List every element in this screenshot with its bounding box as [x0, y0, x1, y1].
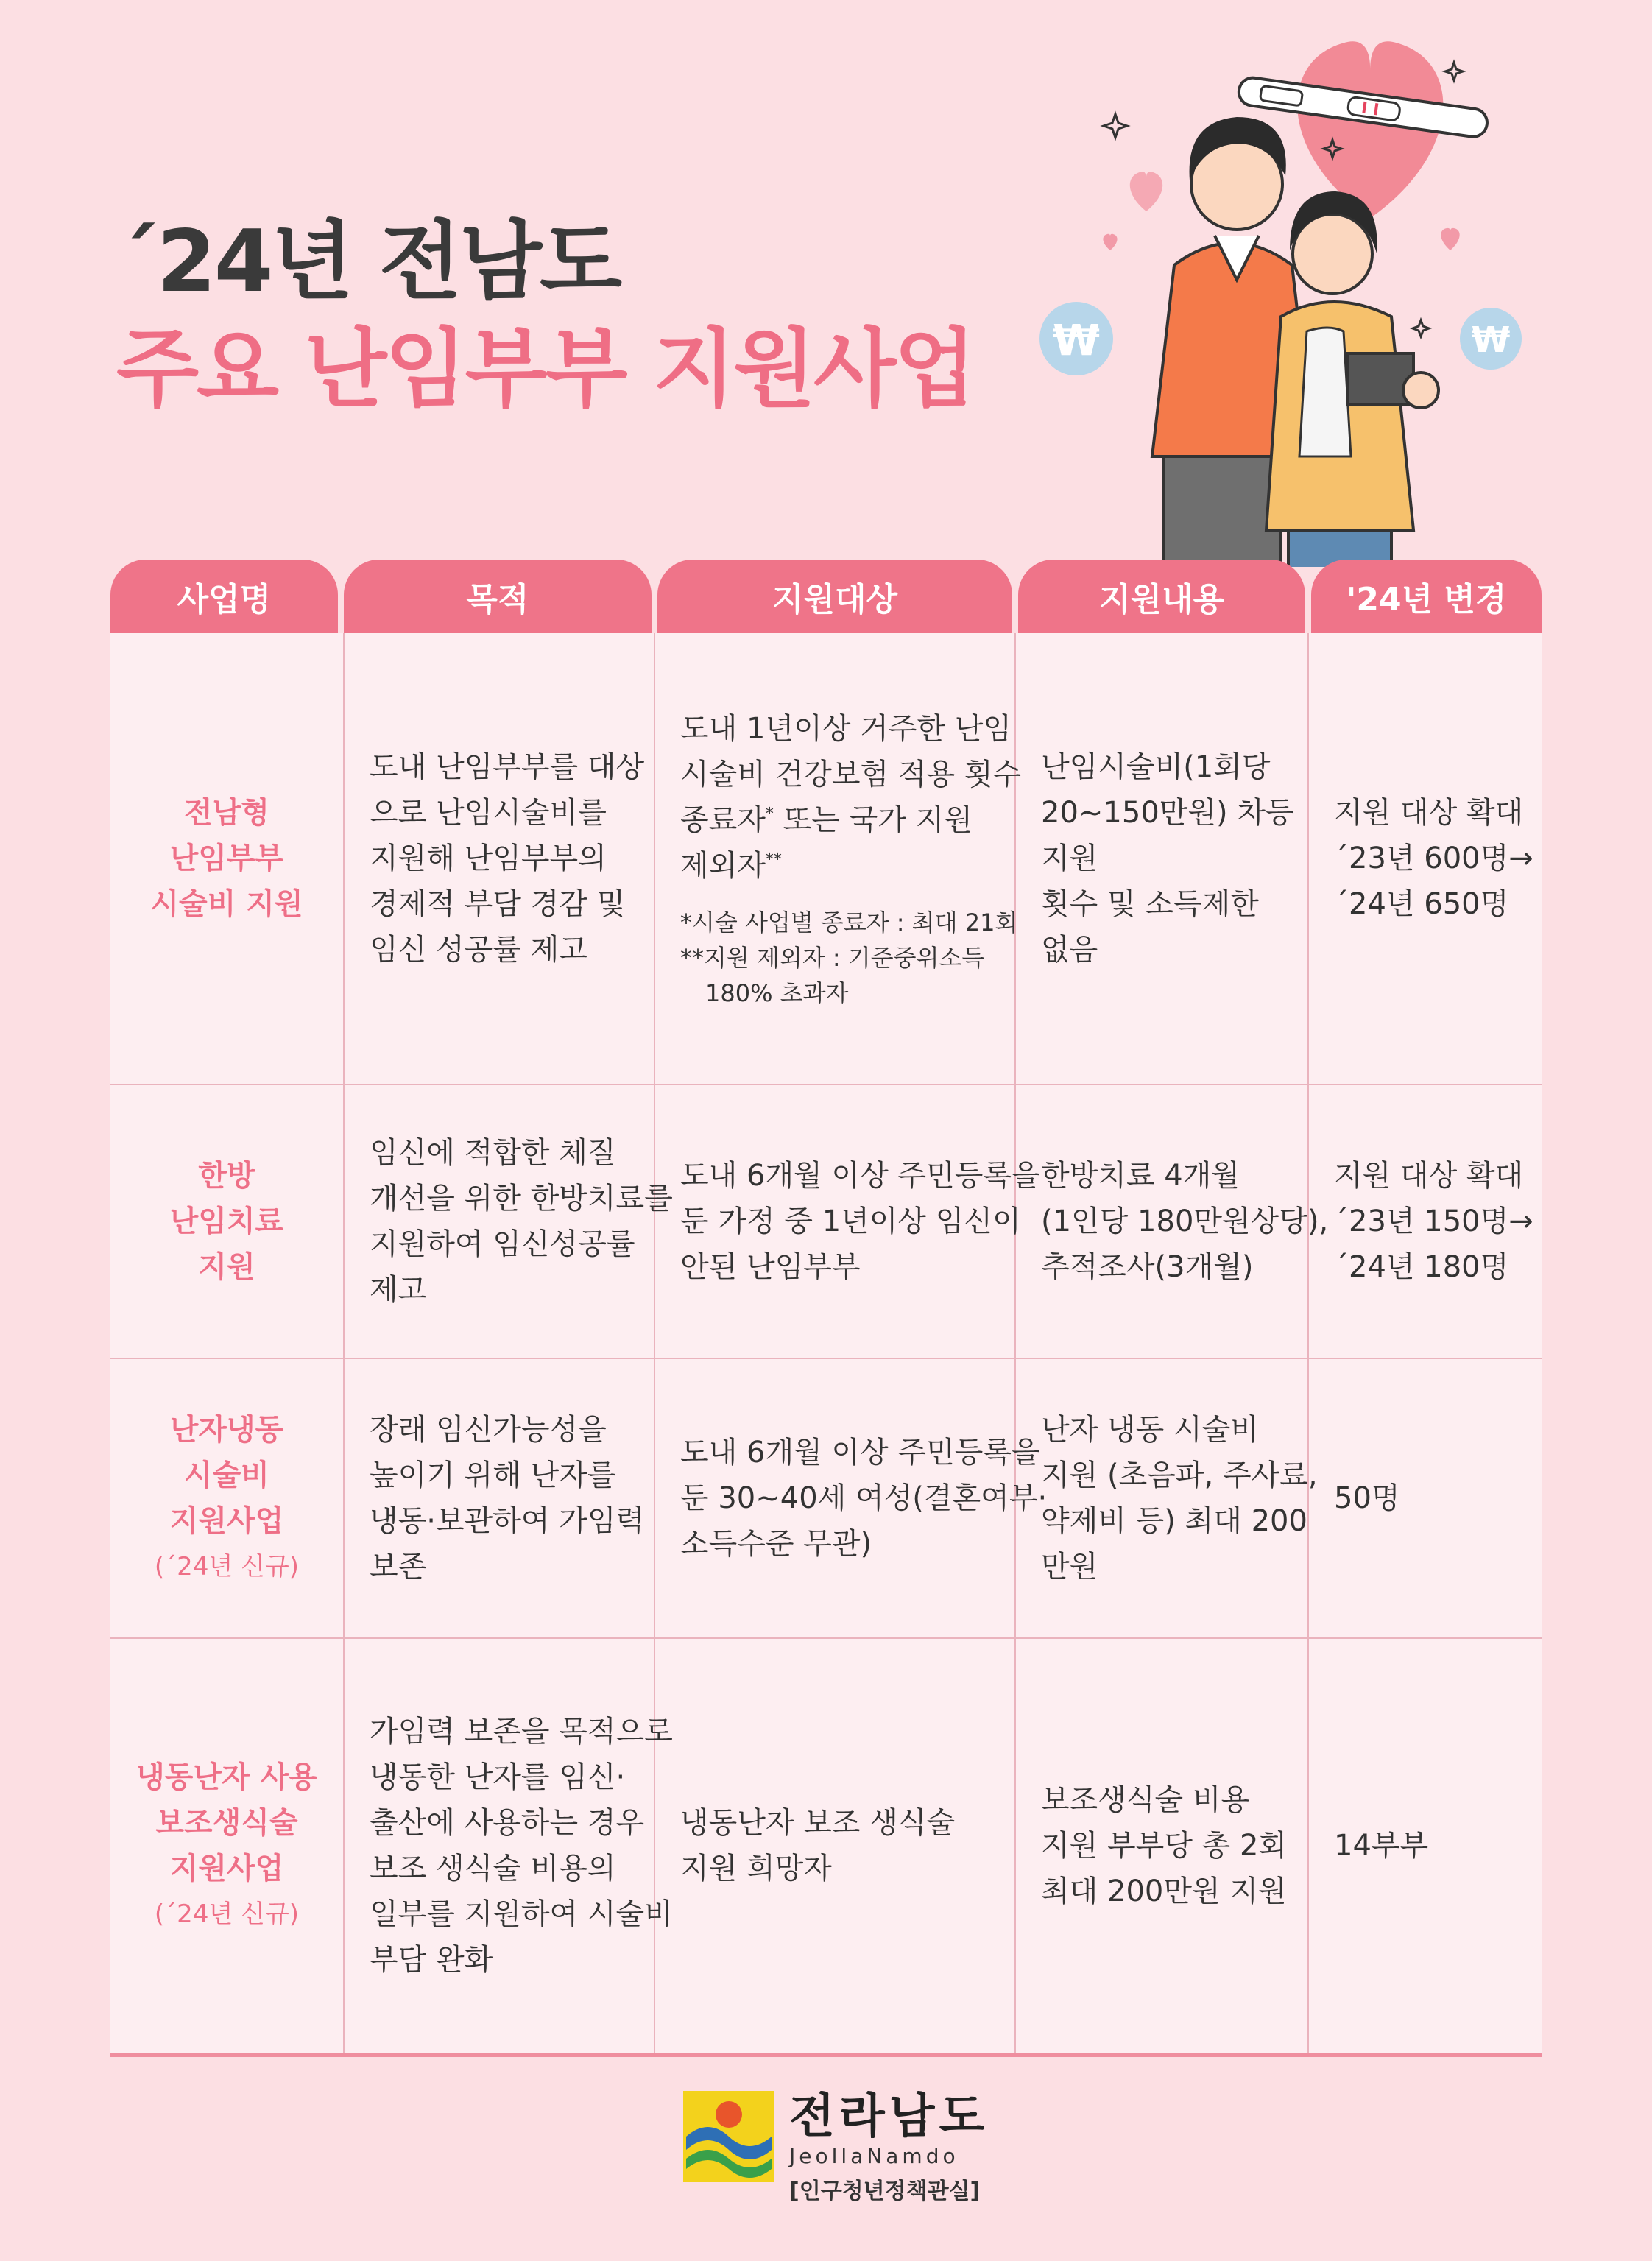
table-body [110, 633, 1542, 2057]
target-cell [655, 1359, 1048, 1637]
content-line: 없음 [1041, 933, 1098, 967]
target-line: 안된 난임부부 [680, 1250, 861, 1284]
purpose-line: 지원해 난임부부의 [370, 842, 607, 875]
program-name-line: 보조생식술 [155, 1806, 298, 1840]
target-line [680, 843, 989, 889]
won-symbol: ₩ [1471, 320, 1511, 361]
target-text: 또는 국가 지원 [773, 803, 973, 837]
content-line: 난자 냉동 시술비 [1041, 1413, 1259, 1447]
purpose-line: 지원하여 임신성공률 [370, 1227, 635, 1261]
change-line: ´24년 180명 [1334, 1250, 1509, 1284]
small-heart-icon [1130, 172, 1162, 211]
program-name-line: 지원사업 [169, 1504, 284, 1538]
program-name-cell [110, 1639, 345, 2053]
title-line-1: ´24년 전남도 [116, 212, 621, 311]
program-name-line: 난임부부 [169, 842, 284, 875]
change-line: 지원 대상 확대 [1334, 796, 1524, 830]
new-program-note: (´24년 신규) [154, 1552, 300, 1581]
purpose-line: 장래 임신가능성을 [370, 1413, 607, 1447]
table-header [110, 560, 1542, 633]
purpose-line: 제고 [370, 1273, 427, 1307]
purpose-cell [345, 633, 655, 1084]
purpose-line: 개선을 위한 한방치료를 [370, 1182, 673, 1216]
target-cell [655, 1085, 1040, 1358]
content-line: 지원 (초음파, 주사료, [1041, 1458, 1318, 1492]
change-line: ´24년 650명 [1334, 887, 1509, 921]
purpose-line: 보존 [370, 1550, 427, 1584]
content-cell [1016, 633, 1309, 1084]
target-line: 지원 희망자 [680, 1852, 832, 1886]
content-line: 추적조사(3개월) [1041, 1250, 1254, 1284]
new-program-note: (´24년 신규) [154, 1900, 300, 1929]
purpose-line: 높이기 위해 난자를 [370, 1458, 616, 1492]
target-line: 냉동난자 보조 생식술 [680, 1806, 956, 1840]
header-target: 지원대상 [657, 560, 1012, 633]
table-row [110, 633, 1542, 1084]
purpose-cell [345, 1085, 673, 1358]
sparkle-icon [1104, 114, 1127, 138]
target-line: 둔 30~40세 여성(결혼여부· [680, 1481, 1048, 1515]
footer [683, 2091, 989, 2209]
support-programs-table [110, 560, 1542, 2057]
footnote-mark: * [765, 805, 774, 824]
content-line: 최대 200만원 지원 [1041, 1874, 1287, 1908]
header-purpose: 목적 [344, 560, 652, 633]
purpose-line: 경제적 부담 경감 및 [370, 887, 626, 921]
purpose-line: 으로 난임시술비를 [370, 796, 607, 830]
purpose-line: 임신에 적합한 체질 [370, 1136, 616, 1170]
program-name-line: 난임치료 [169, 1204, 284, 1238]
target-cell [655, 633, 1022, 1084]
purpose-line: 출산에 사용하는 경우 [370, 1806, 645, 1840]
small-heart-icon [1441, 228, 1459, 250]
program-name-line: 시술비 지원 [150, 887, 303, 921]
logo-english: JeollaNamdo [789, 2144, 959, 2168]
change-line: 50명 [1334, 1481, 1400, 1515]
program-name-line: 난자냉동 [169, 1413, 284, 1447]
target-line: 둔 가정 중 1년이상 임신이 [680, 1204, 1021, 1238]
program-name-line: 지원사업 [169, 1852, 284, 1886]
table-row [110, 1637, 1542, 2053]
purpose-line: 냉동한 난자를 임신· [370, 1760, 626, 1794]
purpose-line: 가임력 보존을 목적으로 [370, 1715, 673, 1749]
target-line: 도내 6개월 이상 주민등록을 [680, 1436, 1040, 1470]
program-name-line: 전남형 [184, 796, 269, 830]
content-cell [1016, 1359, 1318, 1637]
change-line: 지원 대상 확대 [1334, 1159, 1524, 1193]
purpose-cell [345, 1359, 655, 1637]
header-content: 지원내용 [1018, 560, 1305, 633]
target-line: 시술비 건강보험 적용 횟수 [680, 758, 1022, 791]
target-line: 소득수준 무관) [680, 1527, 872, 1561]
change-cell [1309, 633, 1542, 1084]
purpose-line: 냉동·보관하여 가임력 [370, 1504, 645, 1538]
won-symbol: ₩ [1053, 315, 1100, 365]
content-line: 20~150만원) 차등 [1041, 796, 1294, 830]
footnote-mark: ** [765, 850, 782, 870]
content-line: 만원 [1041, 1550, 1098, 1584]
program-name-cell [110, 1359, 345, 1637]
purpose-cell [345, 1639, 673, 2053]
footnote: *시술 사업별 종료자 : 최대 21회 [680, 909, 1018, 937]
target-line: 도내 1년이상 거주한 난임 [680, 712, 1012, 746]
header-program-name: 사업명 [110, 560, 338, 633]
target-text: 종료자 [680, 803, 766, 837]
change-line: 14부부 [1334, 1829, 1429, 1863]
content-line: 횟수 및 소득제한 [1041, 887, 1259, 921]
content-cell [1016, 1639, 1309, 2053]
department-label: [인구청년정책관실] [789, 2179, 981, 2204]
target-cell [655, 1639, 1016, 2053]
content-line: 지원 [1041, 842, 1098, 875]
program-name-cell [110, 1085, 345, 1358]
footnote: 180% 초과자 [705, 979, 849, 1007]
content-line: 지원 부부당 총 2회 [1041, 1829, 1288, 1863]
change-line: ´23년 600명→ [1334, 842, 1533, 875]
target-line [680, 797, 989, 843]
purpose-line: 보조 생식술 비용의 [370, 1852, 616, 1886]
program-name-line: 시술비 [184, 1458, 269, 1492]
table-row [110, 1358, 1542, 1637]
content-line: (1인당 180만원상당), [1041, 1204, 1329, 1238]
purpose-line: 일부를 지원하여 시술비 [370, 1897, 673, 1931]
target-text: 제외자 [680, 849, 766, 883]
change-line: ´23년 150명→ [1334, 1204, 1533, 1238]
program-name-line: 냉동난자 사용 [136, 1760, 317, 1794]
content-line: 보조생식술 비용 [1041, 1783, 1250, 1817]
sparkle-icon [1445, 63, 1463, 80]
purpose-line: 부담 완화 [370, 1943, 493, 1977]
purpose-line: 임신 성공률 제고 [370, 933, 587, 967]
content-line: 약제비 등) 최대 200 [1041, 1504, 1307, 1538]
change-cell [1309, 1359, 1542, 1637]
header-2024-change: '24년 변경 [1311, 560, 1542, 633]
program-name-cell [110, 633, 345, 1084]
logo-name: 전라남도 [789, 2089, 989, 2144]
content-cell [1016, 1085, 1329, 1358]
change-cell [1309, 1639, 1542, 2053]
content-line: 난임시술비(1회당 [1041, 750, 1271, 784]
title-line-2: 주요 난임부부 지원사업 [116, 320, 975, 419]
table-row [110, 1084, 1542, 1358]
small-heart-icon [1103, 234, 1117, 250]
program-name-line: 지원 [198, 1250, 255, 1284]
target-line: 도내 6개월 이상 주민등록을 [680, 1159, 1040, 1193]
sparkle-icon [1413, 320, 1429, 336]
program-name-line: 한방 [198, 1159, 255, 1193]
change-cell [1309, 1085, 1542, 1358]
footnote: **지원 제외자 : 기준중위소득 [680, 944, 985, 972]
jeollanamdo-logo-icon [683, 2091, 774, 2182]
content-line: 한방치료 4개월 [1041, 1159, 1240, 1193]
logo-text [789, 2091, 989, 2209]
couple-illustration [1023, 29, 1553, 567]
purpose-line: 도내 난임부부를 대상 [370, 750, 645, 784]
